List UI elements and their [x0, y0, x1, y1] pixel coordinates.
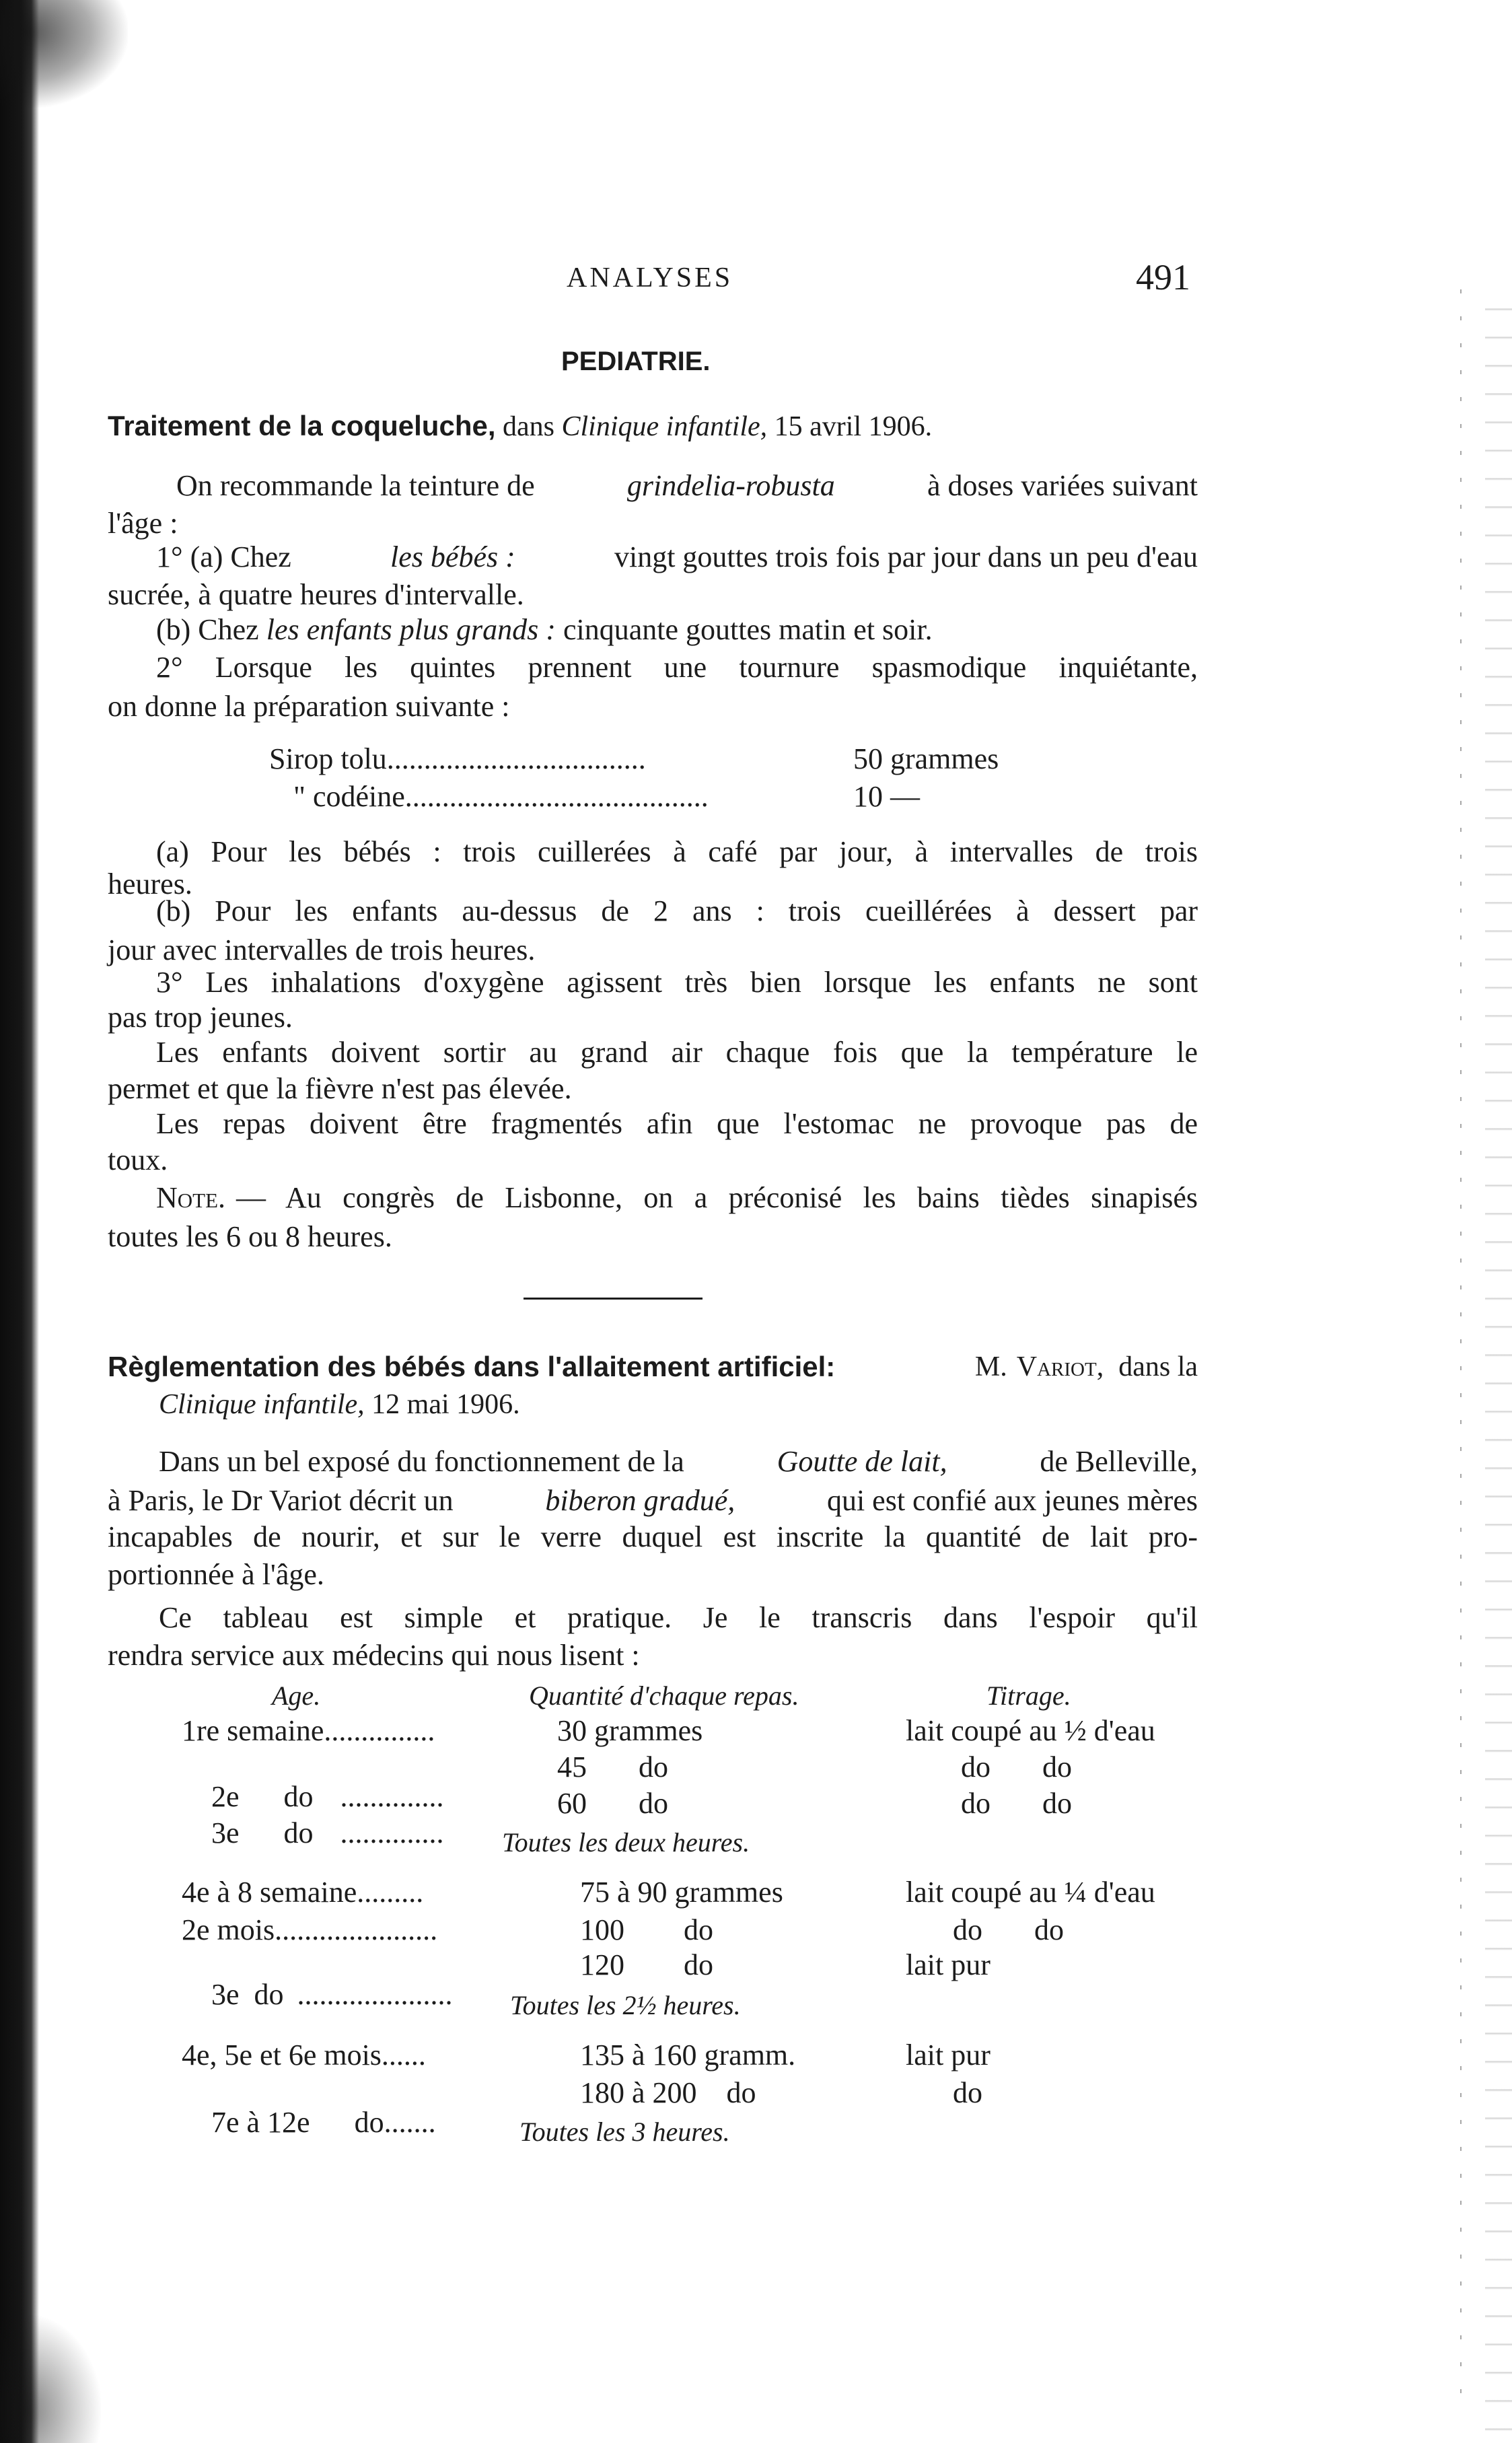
article1-note-line2: toutes les 6 ou 8 heures. — [108, 1220, 392, 1253]
titrage-cell: lait coupé au ½ d'eau — [906, 1714, 1155, 1747]
article1-note-line1 — [156, 1183, 1198, 1213]
age-cell: 4e à 8 semaine — [182, 1876, 357, 1909]
quantity-cell: 30 grammes — [557, 1714, 703, 1747]
article1-title-line — [108, 412, 932, 441]
article2-date: 12 mai 1906. — [371, 1389, 520, 1420]
article1-p1-line2: l'âge : — [108, 507, 178, 540]
titrage-cell: lait pur — [906, 2039, 991, 2072]
table-row — [182, 2078, 436, 2167]
article1-p1-line1 — [176, 471, 1198, 501]
text: On recommande la teinture de — [176, 469, 535, 502]
article1-p2-line2: sucrée, à quatre heures d'intervalle. — [108, 578, 524, 611]
text: vingt gouttes trois fois par jour dans un peu d'eau — [614, 540, 1198, 573]
text: à doses variées suivant — [927, 469, 1198, 502]
table-header-titrage: Titrage. — [986, 1680, 1071, 1711]
text: Dans un bel exposé du fonctionnement de la — [159, 1445, 684, 1478]
term-goutte-de-lait: Goutte de lait, — [777, 1445, 947, 1478]
article1-p4-line1: 2° Lorsque les quintes prennent une tournure spasmodique inquiétante, — [156, 651, 1198, 684]
article2-p1-line3: incapables de nourir, et sur le verre duquel est inscrite la quantité de lait pro- — [108, 1520, 1198, 1553]
dot-leader: .............. — [340, 1780, 444, 1813]
article1-p5-line2: heures. — [108, 868, 192, 900]
article1-p3 — [156, 615, 933, 645]
article2-author: Variot, — [1016, 1351, 1104, 1382]
table-row — [182, 1950, 453, 2039]
note-text: — Au congrès de Lisbonne, on a préconisé les bains tièdes sinapisés — [236, 1181, 1198, 1214]
dot-leader: ..................... — [297, 1978, 453, 2011]
article2-journal: Clinique infantile, — [159, 1389, 365, 1420]
article2-p1-line4: portionnée à l'âge. — [108, 1558, 324, 1591]
age-cell: 7e à 12e do — [211, 2106, 384, 2139]
article2-title: Règlementation des bébés dans l'allaitement artificiel: — [108, 1351, 836, 1382]
dot-leader: ....... — [384, 2106, 436, 2139]
quantity-cell: 60 do — [557, 1787, 668, 1820]
table-header-quantity: Quantité d'chaque repas. — [529, 1680, 799, 1711]
text: 1° (a) Chez — [156, 540, 291, 573]
article1-title-after: dans — [503, 411, 554, 442]
article1-p6-line2: jour avec intervalles de trois heures. — [108, 933, 536, 966]
note-label: Note. — [156, 1181, 226, 1214]
text: à Paris, le Dr Variot décrit un — [108, 1484, 454, 1517]
dot-leader: ...................... — [275, 1913, 438, 1946]
article1-p4-line2: on donne la préparation suivante : — [108, 690, 510, 723]
dot-leader: .............. — [340, 1816, 444, 1849]
dot-leader: ...... — [381, 2039, 426, 2072]
text: (b) Chez — [156, 613, 259, 646]
article2-p1-line2 — [108, 1486, 1198, 1516]
article2-title-after: dans la — [1118, 1351, 1198, 1382]
quantity-cell: 180 à 200 do — [580, 2076, 756, 2109]
section-separator — [524, 1298, 703, 1300]
article1-p9-line1: Les repas doivent être fragmentés afin que l'estomac ne provoque pas de — [156, 1107, 1198, 1140]
text: qui est confié aux jeunes mères — [826, 1484, 1198, 1517]
article2-p2-line2: rendra service aux médecins qui nous lisent : — [108, 1639, 640, 1672]
article2-author-prefix: M. — [974, 1351, 1007, 1382]
titrage-cell: do do — [953, 1913, 1064, 1946]
term-biberon-gradue: biberon gradué, — [545, 1484, 735, 1517]
article1-journal: Clinique infantile, — [561, 411, 768, 442]
table-row — [182, 1915, 437, 1945]
age-cell: 3e do — [211, 1816, 314, 1849]
age-cell: 2e do — [211, 1780, 314, 1813]
titrage-cell: lait pur — [906, 1948, 991, 1981]
text: de Belleville, — [1040, 1445, 1198, 1478]
article1-p6-line1: (b) Pour les enfants au-dessus de 2 ans : trois cueillérées à dessert par — [156, 894, 1198, 927]
group-note: Toutes les 3 heures. — [519, 2117, 730, 2147]
article1-p9-line2: toux. — [108, 1143, 168, 1176]
age-cell: 4e, 5e et 6e mois — [182, 2039, 382, 2072]
recipe-row-1 — [269, 744, 646, 774]
term-enfants-plus-grands: les enfants plus grands : — [266, 613, 556, 646]
article1-date: 15 avril 1906. — [774, 411, 933, 442]
section-title: PEDIATRIE. — [561, 347, 711, 376]
titrage-cell: do do — [961, 1750, 1072, 1783]
titrage-cell: do — [953, 2076, 982, 2109]
dot-leader: ......... — [357, 1876, 424, 1909]
article2-p1-line1 — [159, 1447, 1198, 1477]
quantity-cell: 45 do — [557, 1750, 668, 1783]
article1-p7-line1: 3° Les inhalations d'oxygène agissent très bien lorsque les enfants ne sont — [156, 966, 1198, 999]
titrage-cell: lait coupé au ¼ d'eau — [906, 1876, 1155, 1909]
recipe-row-2 — [293, 782, 709, 812]
text: cinquante gouttes matin et soir. — [563, 613, 933, 646]
recipe-dots: ................................... — [386, 742, 646, 775]
table-row — [182, 1878, 423, 1907]
group-note: Toutes les deux heures. — [502, 1827, 750, 1857]
recipe-qty-1: 50 grammes — [853, 742, 999, 775]
quantity-cell: 135 à 160 gramm. — [580, 2039, 796, 2072]
article1-p7-line2: pas trop jeunes. — [108, 1001, 293, 1034]
article1-p8-line2: permet et que la fièvre n'est pas élevée. — [108, 1072, 572, 1105]
article1-title: Traitement de la coqueluche, — [108, 410, 496, 441]
article2-title-line1 — [108, 1353, 1198, 1381]
table-row — [182, 1789, 444, 1878]
quantity-cell: 100 do — [580, 1913, 713, 1946]
age-cell: 1re semaine — [182, 1714, 324, 1747]
article2-title-line2 — [159, 1390, 520, 1419]
age-cell: 2e mois — [182, 1913, 275, 1946]
dot-leader: ............... — [324, 1714, 435, 1747]
table-header-age: Age. — [272, 1680, 321, 1711]
table-row — [182, 1716, 435, 1746]
article2-p2-line1: Ce tableau est simple et pratique. Je le transcris dans l'espoir qu'il — [159, 1601, 1198, 1634]
group-note: Toutes les 2½ heures. — [510, 1990, 741, 2020]
quantity-cell: 75 à 90 grammes — [580, 1876, 783, 1909]
age-cell: 3e do — [211, 1978, 284, 2011]
titrage-cell: do do — [961, 1787, 1072, 1820]
recipe-name: Sirop tolu — [269, 742, 387, 775]
recipe-name: " codéine — [293, 780, 405, 813]
article1-p8-line1: Les enfants doivent sortir au grand air chaque fois que la température le — [156, 1036, 1198, 1069]
quantity-cell: 120 do — [580, 1948, 713, 1981]
term-les-bebes: les bébés : — [390, 540, 515, 573]
article1-p5-line1: (a) Pour les bébés : trois cuillerées à café par jour, à intervalles de trois — [156, 835, 1198, 868]
running-title: ANALYSES — [567, 262, 733, 293]
page-number: 491 — [1136, 257, 1190, 297]
recipe-qty-2: 10 — — [853, 780, 920, 813]
recipe-dots: ......................................... — [404, 780, 709, 813]
article1-p2-line1 — [156, 542, 1198, 572]
table-row — [182, 2041, 426, 2070]
term-grindelia: grindelia-robusta — [626, 469, 835, 502]
